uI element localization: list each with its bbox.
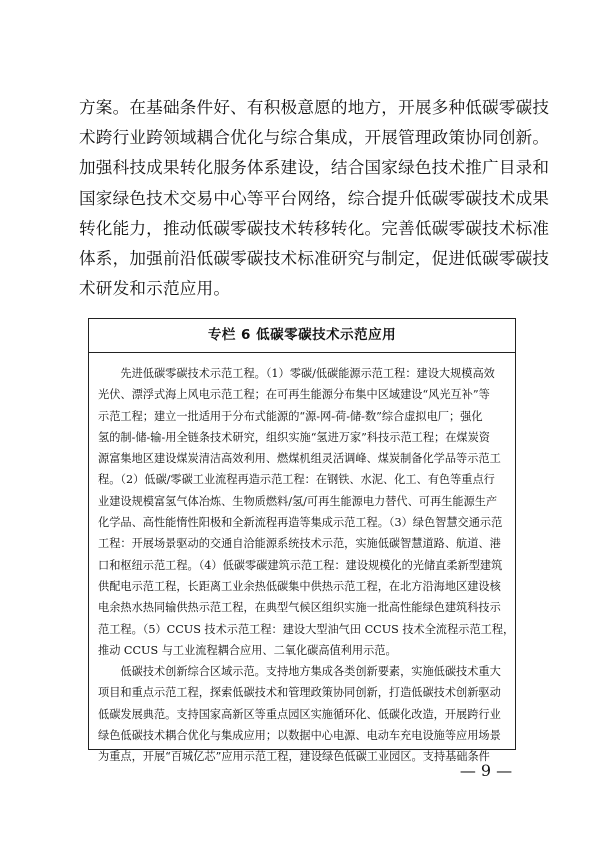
body-line: 术跨行业跨领域耦合优化与综合集成，开展管理政策协同创新。 <box>79 128 550 148</box>
column-box-title: 专栏 6 低碳零碳技术示范应用 <box>89 319 515 353</box>
box-line: 源富集地区建设煤炭清洁高效利用、燃煤机组灵活调峰、煤炭制备化学品等示范工 <box>98 452 501 466</box>
column-box <box>88 318 516 764</box>
box-line: 程。（2）低碳/零碳工业流程再造示范工程：在钢铁、水泥、化工、有色等重点行 <box>98 473 495 487</box>
box-line: 推动 CCUS 与工业流程耦合应用、二氧化碳高值利用示范。 <box>98 643 397 657</box>
body-paragraph <box>79 93 550 304</box>
box-line: 光伏、漂浮式海上风电示范工程；在可再生能源分布集中区域建设“风光互补”等 <box>98 388 490 402</box>
body-line: 转化能力，推动低碳零碳技术转移转化。完善低碳零碳技术标准 <box>79 218 550 238</box>
body-line: 体系，加强前沿低碳零碳技术标准研究与制定，促进低碳零碳技 <box>79 248 550 268</box>
body-line: 加强科技成果转化服务体系建设，结合国家绿色技术推广目录和 <box>79 158 550 178</box>
box-line: 业建设规模富氢气体冶炼、生物质燃料/氢/可再生能源电力替代、可再生能源生产 <box>98 494 498 508</box>
column-box-body <box>89 353 515 768</box>
body-line: 方案。在基础条件好、有积极意愿的地方，开展多种低碳零碳技 <box>79 98 550 117</box>
box-line: 电余热水热同输供热示范工程，在典型气候区组织实施一批高性能绿色建筑科技示 <box>98 601 501 615</box>
box-line: 为重点，开展“百城亿芯”应用示范工程，建设绿色低碳工业园区。支持基础条件 <box>98 750 490 764</box>
box-line: 范工程。（5）CCUS 技术示范工程：建设大型油气田 CCUS 技术全流程示范工程， <box>98 622 515 636</box>
box-line: 低碳技术创新综合区域示范。支持地方集成各类创新要素，实施低碳技术重大 <box>98 665 501 679</box>
box-line: 示范工程；建立一批适用于分布式能源的“源-网-荷-储-数”综合虚拟电厂；强化 <box>98 409 483 423</box>
box-line: 氢的制-储-输-用全链条技术研究，组织实施“氢进万家”科技示范工程；在煤炭资 <box>98 430 490 444</box>
box-line: 低碳发展典范。支持国家高新区等重点园区实施循环化、低碳化改造，开展跨行业 <box>98 707 501 721</box>
box-line: 工程：开展场景驱动的交通自洽能源系统技术示范，实施低碳智慧道路、航道、港 <box>98 537 501 551</box>
box-line: 供配电示范工程，长距离工业余热低碳集中供热示范工程，在北方沿海地区建设核 <box>98 579 501 593</box>
page-number: — 9 — <box>459 761 513 780</box>
box-line: 项目和重点示范工程，探索低碳技术和管理政策协同创新，打造低碳技术创新驱动 <box>98 686 501 700</box>
box-line: 绿色低碳技术耦合优化与集成应用；以数据中心电源、电动车充电设施等应用场景 <box>98 729 501 743</box>
body-line: 国家绿色技术交易中心等平台网络，综合提升低碳零碳技术成果 <box>79 188 550 208</box>
body-line: 术研发和示范应用。 <box>79 279 231 299</box>
box-line: 先进低碳零碳技术示范工程。（1）零碳/低碳能源示范工程：建设大规模高效 <box>98 367 495 380</box>
box-line: 化学品、高性能惰性阳极和全新流程再造等集成示范工程。（3）绿色智慧交通示范 <box>98 516 503 530</box>
box-line: 口和枢纽示范工程。（4）低碳零碳建筑示范工程：建设规模化的光储直柔新型建筑 <box>98 558 503 572</box>
